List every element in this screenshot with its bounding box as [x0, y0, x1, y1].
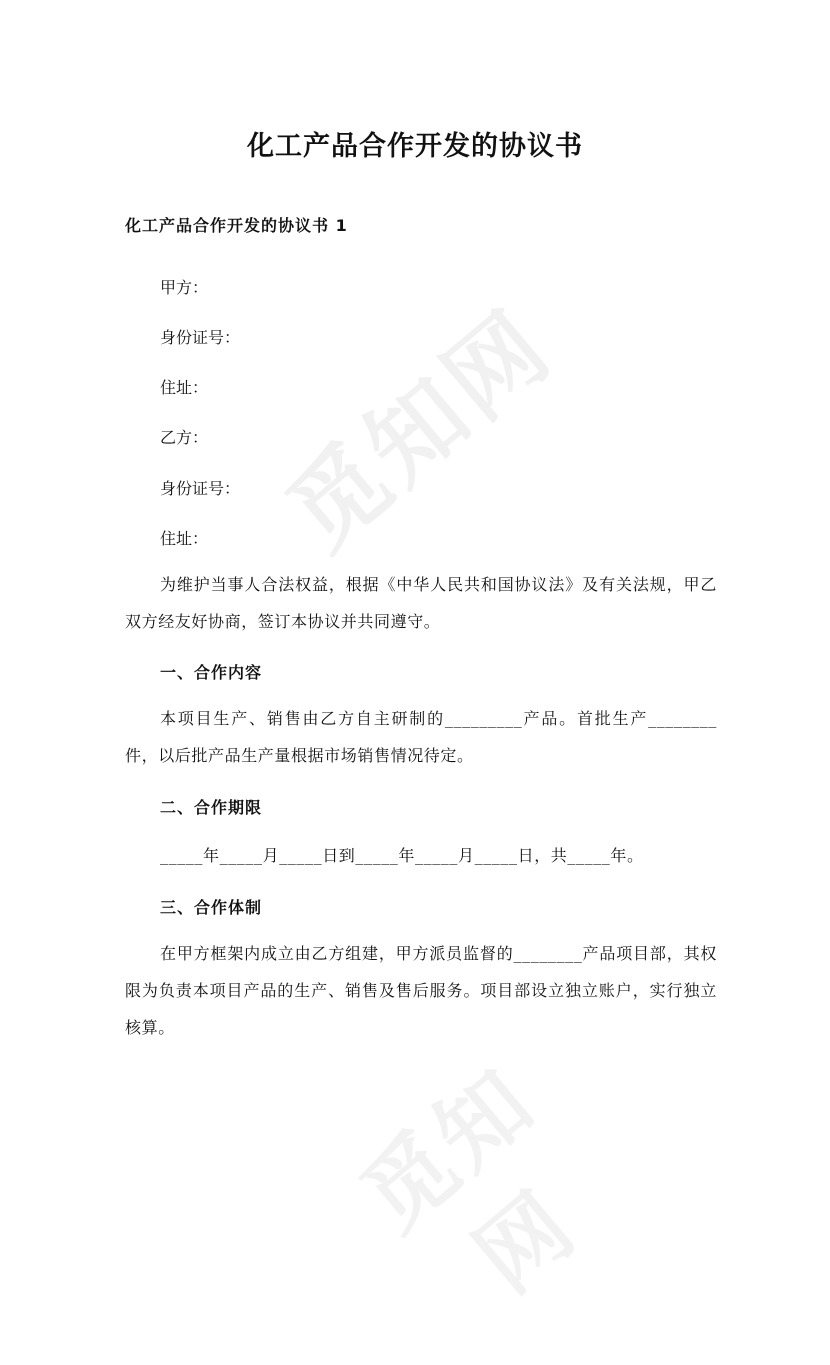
- section-body: _____年_____月_____日到_____年_____月_____日，共_____年。: [160, 846, 644, 865]
- document-title: 化工产品合作开发的协议书: [247, 131, 583, 162]
- section-body: 本项目生产、销售由乙方自主研制的_________产品。首批生产________件，以后批产品生产量根据市场销售情况待定。: [125, 709, 717, 765]
- section-heading: 一、合作内容: [160, 663, 263, 682]
- party-b-label: 乙方：: [160, 428, 209, 447]
- party-b-address-label: 住址：: [160, 529, 209, 548]
- section-heading: 三、合作体制: [160, 898, 263, 917]
- party-a-id-label: 身份证号：: [160, 328, 241, 347]
- section-body: 在甲方框架内成立由乙方组建，甲方派员监督的________产品项目部，其权限为负责本项目产品的生产、销售及售后服务。项目部设立独立账户，实行独立核算。: [125, 944, 717, 1037]
- intro-paragraph: 为维护当事人合法权益，根据《中华人民共和国协议法》及有关法规，甲乙双方经友好协商，签订本协议并共同遵守。: [125, 575, 717, 631]
- party-a-address-label: 住址：: [160, 378, 209, 397]
- party-b-id-label: 身份证号：: [160, 479, 241, 498]
- document-subtitle: 化工产品合作开发的协议书 1: [125, 216, 348, 235]
- watermark: 觅知网: [266, 288, 574, 572]
- party-a-label: 甲方：: [160, 278, 209, 297]
- watermark-bottom: 觅知网: [342, 1047, 598, 1313]
- section-heading: 二、合作期限: [160, 798, 263, 817]
